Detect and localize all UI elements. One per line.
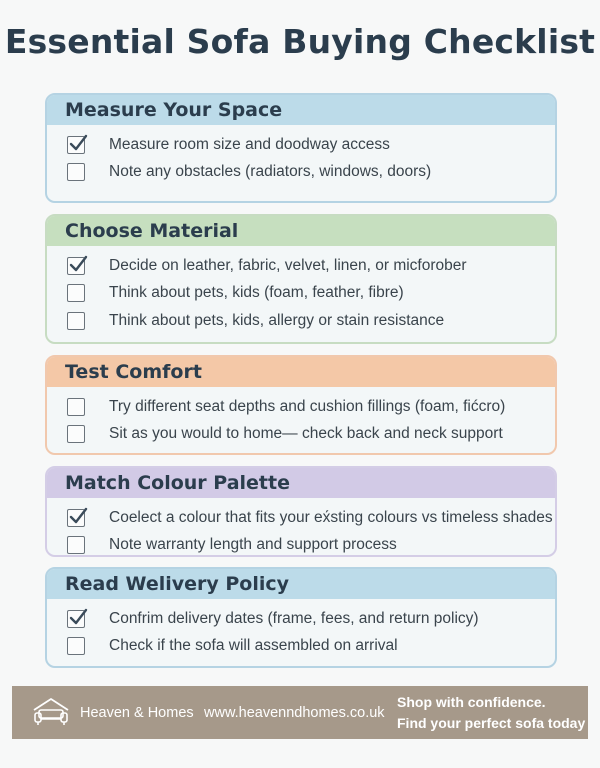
checkbox[interactable] bbox=[67, 284, 85, 302]
checklist-item bbox=[47, 307, 555, 335]
checklist-item-text: Decide on leather, fabric, velvet, linen, or micforober bbox=[109, 256, 467, 274]
checklist-item bbox=[47, 252, 555, 280]
checkmark-icon bbox=[68, 133, 88, 153]
website-link[interactable]: www.heavenndhomes.co.uk bbox=[204, 705, 385, 721]
checklist-item-text: Measure room size and doodway access bbox=[109, 135, 390, 153]
checklist-item bbox=[47, 504, 555, 532]
checkbox[interactable] bbox=[67, 312, 85, 330]
section-heading: Test Comfort bbox=[47, 357, 555, 387]
tagline-line-2: Find your perfect sofa today bbox=[397, 715, 586, 731]
checklist-item bbox=[47, 633, 555, 661]
checklist-item-text: Note warranty length and support process bbox=[109, 536, 397, 554]
section-heading: Choose Material bbox=[47, 216, 555, 246]
checkbox[interactable] bbox=[67, 136, 85, 154]
checklist-item-text: Coelect a colour that fits your ex́sting colours vs timeless shades bbox=[109, 508, 553, 526]
section-measure-your-space bbox=[45, 93, 557, 203]
checklist-item bbox=[47, 393, 555, 421]
checkbox[interactable] bbox=[67, 610, 85, 628]
section-heading: Read Welivery Policy bbox=[47, 569, 555, 599]
footer-banner bbox=[12, 686, 588, 739]
checklist-item bbox=[47, 131, 555, 159]
checklist-item-text: Try different seat depths and cushion fillings (foam, fićcro) bbox=[109, 397, 506, 415]
checkmark-icon bbox=[68, 254, 88, 274]
checkmark-icon bbox=[68, 607, 88, 627]
checklist-item-text: Note any obstacles (radiators, windows, doors) bbox=[109, 163, 432, 181]
section-heading: Match Colour Palette bbox=[47, 468, 555, 498]
section-match-colour-palette bbox=[45, 466, 557, 557]
section-choose-material bbox=[45, 214, 557, 344]
checklist-item-text: Sit as you would to home— check back and neck support bbox=[109, 425, 503, 443]
checklist-item bbox=[47, 421, 555, 449]
checkbox[interactable] bbox=[67, 398, 85, 416]
page-title: Essential Sofa Buying Checklist bbox=[4, 22, 596, 61]
checkbox[interactable] bbox=[67, 509, 85, 527]
checklist-item bbox=[47, 605, 555, 633]
checklist-item bbox=[47, 532, 555, 558]
section-heading: Measure Your Space bbox=[47, 95, 555, 125]
section-test-comfort bbox=[45, 355, 557, 455]
checklist-item-text: Confrim delivery dates (frame, fees, and return policy) bbox=[109, 609, 479, 627]
brand-name: Heaven & Homes bbox=[80, 705, 194, 721]
checklist-item-text: Think about pets, kids, allergy or stain resistance bbox=[109, 311, 445, 329]
checkbox[interactable] bbox=[67, 163, 85, 181]
checkbox[interactable] bbox=[67, 637, 85, 655]
sofa-icon bbox=[30, 696, 72, 728]
checkbox[interactable] bbox=[67, 536, 85, 554]
section-read-delivery-policy bbox=[45, 567, 557, 668]
checklist-item bbox=[47, 280, 555, 308]
checkbox[interactable] bbox=[67, 425, 85, 443]
checklist-item-text: Check if the sofa will assembled on arrival bbox=[109, 637, 398, 655]
tagline-line-1: Shop with confidence. bbox=[397, 694, 546, 710]
checkbox[interactable] bbox=[67, 257, 85, 275]
checklist-item bbox=[47, 159, 555, 187]
checklist-item-text: Think about pets, kids (foam, feather, fibre) bbox=[109, 284, 404, 302]
checkmark-icon bbox=[68, 506, 88, 526]
